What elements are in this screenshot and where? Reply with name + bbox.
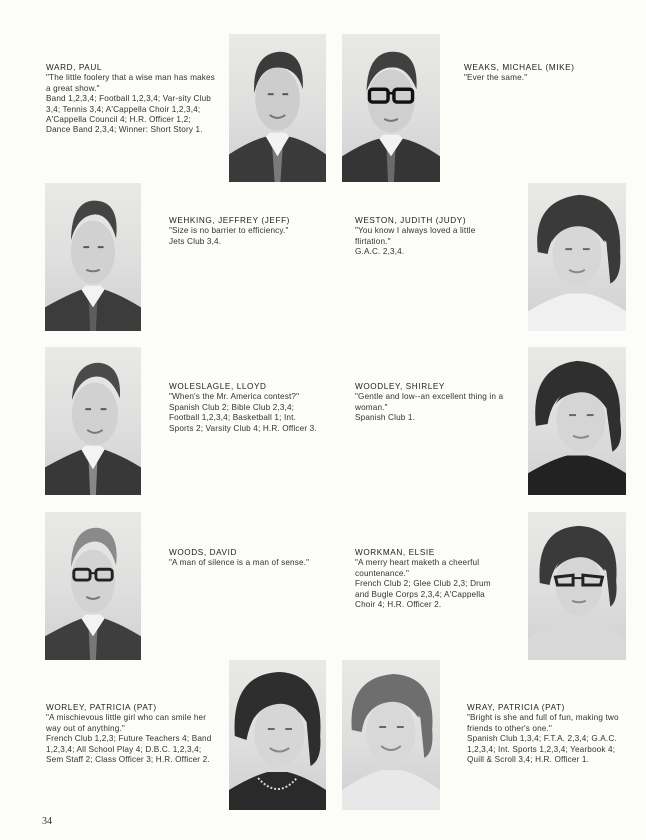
portrait-wray <box>342 660 440 810</box>
student-activities: Spanish Club 1. <box>355 413 416 423</box>
student-name: WOODS, DAVID <box>169 548 238 557</box>
student-activities: G.A.C. 2,3,4. <box>355 247 405 257</box>
entry-ward <box>46 63 216 136</box>
student-quote: "A man of silence is a man of sense." <box>169 558 310 568</box>
portrait-worley <box>229 660 326 810</box>
entry-weston <box>355 216 500 258</box>
student-activities: Band 1,2,3,4; Football 1,2,3,4; Var-sity Club 3,4; Tennis 3,4; A'Cappella Choir 1,2,3,4; A'Cappella Council 4; H.R. Officer 1,2; Dance Band 2,3,4; Winner: Short Story 1. <box>46 94 211 135</box>
student-quote: "Bright is she and full of fun, making two friends to other's one." <box>467 713 619 733</box>
student-name: WESTON, JUDITH (JUDY) <box>355 216 467 225</box>
entry-woods <box>169 548 329 569</box>
student-activities: Spanish Club 1,3,4; F.T.A. 2,3,4; G.A.C. 1,2,3,4; Int. Sports 1,2,3,4; Yearbook 4; Quill & Scroll 3,4; H.R. Officer 1. <box>467 734 617 765</box>
student-quote: "Gentle and low--an excellent thing in a woman." <box>355 392 504 412</box>
portrait-wehking <box>45 183 141 331</box>
portrait-woodley <box>528 347 626 495</box>
student-quote: "When's the Mr. America contest?" <box>169 392 300 402</box>
student-quote: "Size is no barrier to efficiency." <box>169 226 289 236</box>
entry-weaks <box>464 63 614 84</box>
student-activities: Jets Club 3,4. <box>169 236 222 246</box>
student-activities: Spanish Club 2; Bible Club 2,3,4; Football 1,2,3,4; Basketball 1; Int. Sports 2; Varsity Club 4; H.R. Officer 3. <box>169 402 317 433</box>
student-name: WORKMAN, ELSIE <box>355 548 435 557</box>
portrait-workman <box>528 512 626 660</box>
student-quote: "A mischievous little girl who can smile her way out of anything." <box>46 713 207 733</box>
student-activities: French Club 2; Glee Club 2,3; Drum and Bugle Corps 2,3,4; A'Cappella Choir 4; H.R. Officer 2. <box>355 579 491 610</box>
entry-workman <box>355 548 505 610</box>
entry-wray <box>467 703 632 765</box>
student-name: WEHKING, JEFFREY (JEFF) <box>169 216 290 225</box>
student-name: WEAKS, MICHAEL (MIKE) <box>464 63 575 72</box>
student-quote: "You know I always loved a little flirtation." <box>355 226 476 246</box>
student-name: WOLESLAGLE, LLOYD <box>169 382 267 391</box>
entry-worley <box>46 703 216 765</box>
portrait-weaks <box>342 34 440 182</box>
entry-woleslagle <box>169 382 321 434</box>
portrait-weston <box>528 183 626 331</box>
student-name: WARD, PAUL <box>46 63 103 72</box>
portrait-woleslagle <box>45 347 141 495</box>
portrait-ward <box>229 34 326 182</box>
student-activities: French Club 1,2,3; Future Teachers 4; Band 1,2,3,4; All School Play 4; D.B.C. 1,2,3,4; Sem Staff 2; Class Officer 3; H.R. Officer 2. <box>46 734 212 765</box>
portrait-woods <box>45 512 141 660</box>
entry-woodley <box>355 382 505 424</box>
student-quote: "The little foolery that a wise man has makes a great show." <box>46 73 215 93</box>
student-name: WOODLEY, SHIRLEY <box>355 382 445 391</box>
entry-wehking <box>169 216 329 247</box>
student-quote: "A merry heart maketh a cheerful countenance." <box>355 558 480 578</box>
page-number: 34 <box>42 816 52 827</box>
student-name: WRAY, PATRICIA (PAT) <box>467 703 565 712</box>
student-quote: "Ever the same." <box>464 73 528 83</box>
student-name: WORLEY, PATRICIA (PAT) <box>46 703 157 712</box>
